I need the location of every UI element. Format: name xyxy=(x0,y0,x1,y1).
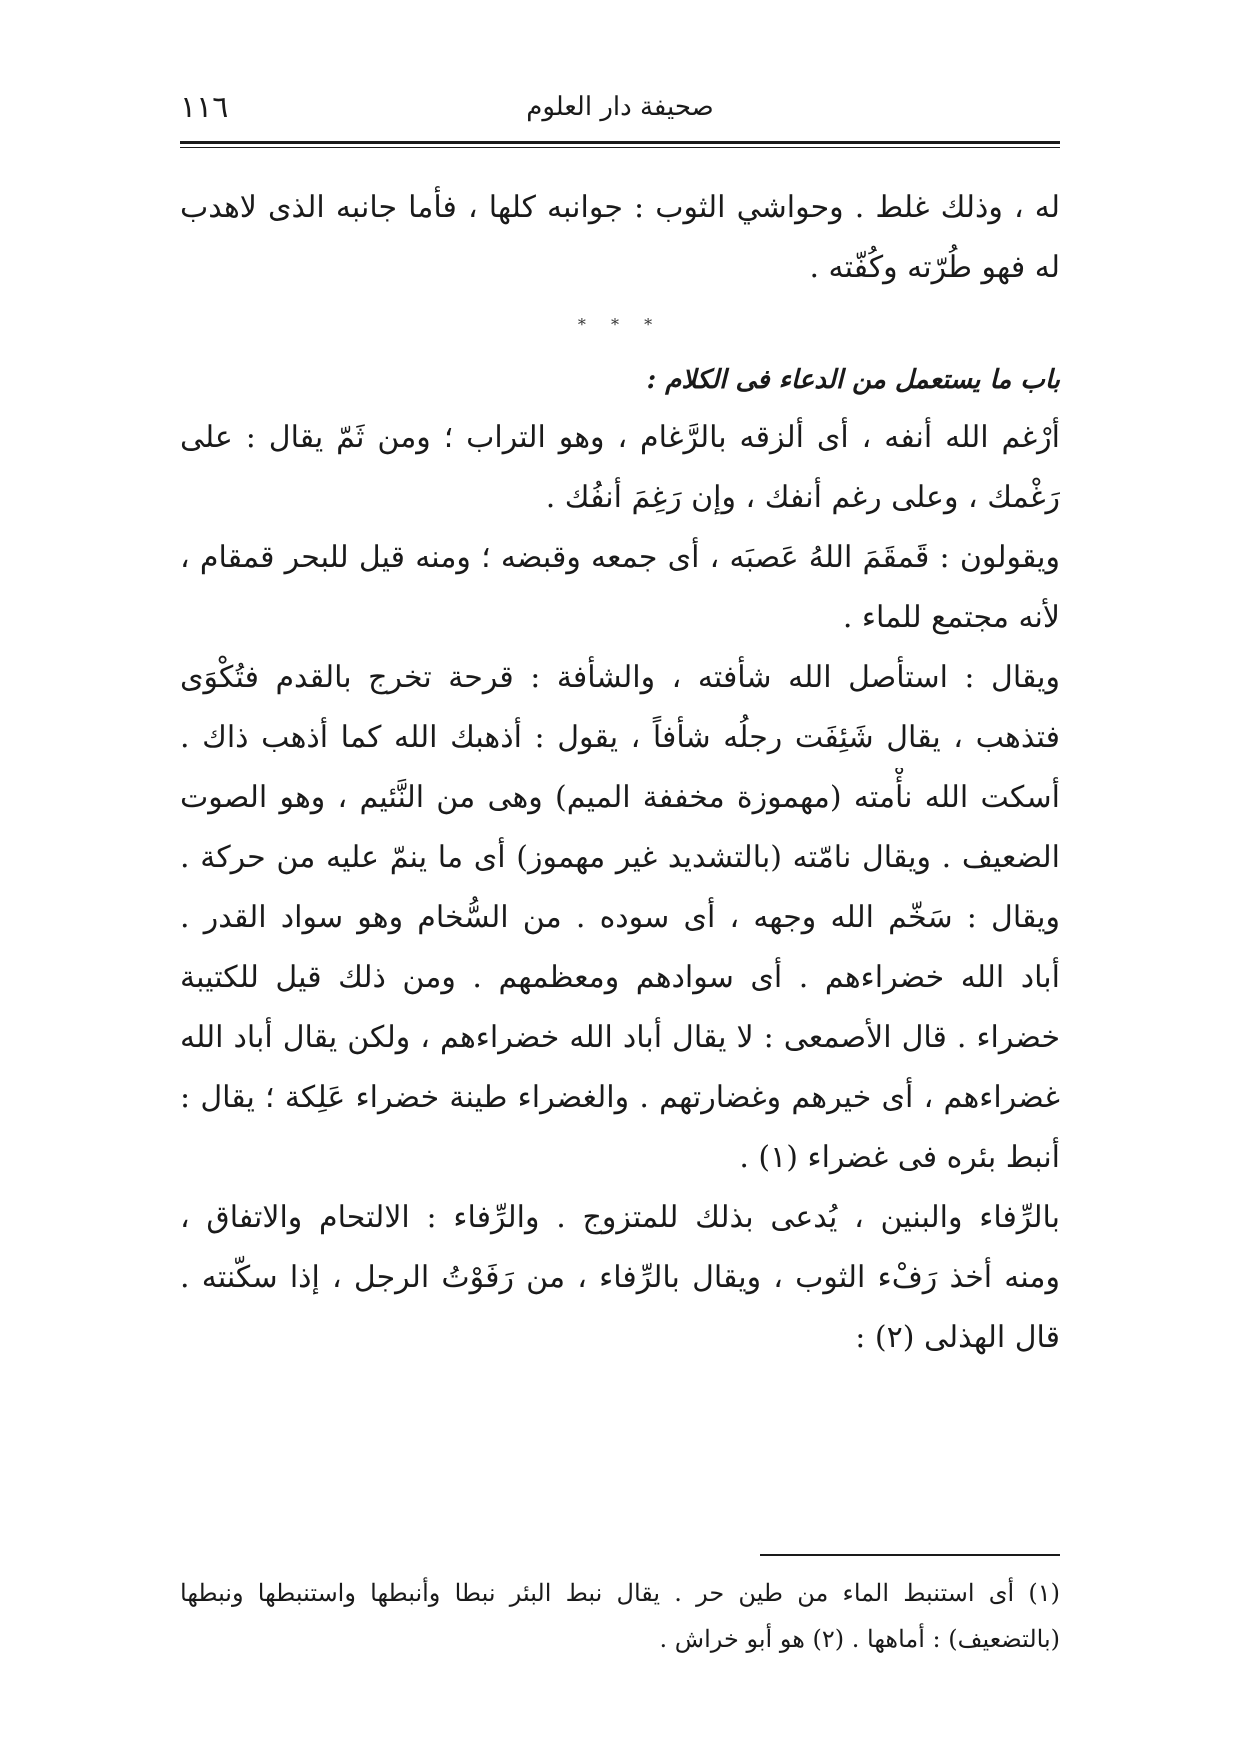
text-line: ويقولون : قَمقَمَ اللهُ عَصبَه ، أى جمعه وقبضه ؛ ومنه قيل للبحر قمقام ، xyxy=(180,540,1060,575)
page-header xyxy=(180,90,1060,130)
text-line: له ، وذلك غلط . وحواشي الثوب : جوانبه كلها ، فأما جانبه الذى لاهدب xyxy=(180,190,1060,225)
text-line: ومنه أخذ رَفْء الثوب ، ويقال بالرِّفاء ، من رَفَوْتُ الرجل ، إذا سكّنته . xyxy=(180,1260,1060,1295)
text-line: ويقال : سَخّم الله وجهه ، أى سوده . من السُّخام وهو سواد القدر . xyxy=(180,900,1060,935)
text-line: قال الهذلى (٢) : xyxy=(855,1320,1060,1355)
section-ornament: * * * xyxy=(577,315,663,334)
text-line: أسكت الله نأْمته (مهموزة مخففة الميم) وهى من النَّئيم ، وهو الصوت xyxy=(180,780,1060,815)
footnote-rule xyxy=(760,1554,1060,1556)
journal-title: صحيفة دار العلوم xyxy=(526,92,714,122)
footnote-line: (١) أى استنبط الماء من طين حر . يقال نبط البئر نبطا وأنبطها واستنبطها ونبطها xyxy=(180,1579,1060,1607)
text-line: رَغْمك ، وعلى رغم أنفك ، وإن رَغِمَ أنفُك . xyxy=(545,480,1060,515)
section-heading: باب ما يستعمل من الدعاء فى الكلام : xyxy=(646,365,1060,395)
footnotes xyxy=(180,1570,1060,1662)
text-line: فتذهب ، يقال شَئِفَت رجلُه شأفاً ، يقول : أذهبك الله كما أذهب ذاك . xyxy=(180,720,1060,755)
header-rule xyxy=(180,141,1060,144)
text-line: بالرِّفاء والبنين ، يُدعى بذلك للمتزوج . والرِّفاء : الالتحام والاتفاق ، xyxy=(180,1200,1060,1235)
footnote-line: (بالتضعيف) : أماهها . (٢) هو أبو خراش . xyxy=(659,1625,1060,1653)
page-number: ١١٦ xyxy=(180,90,229,125)
text-line: الضعيف . ويقال نامّته (بالتشديد غير مهموز) أى ما ينمّ عليه من حركة . xyxy=(180,840,1060,875)
body-text xyxy=(180,178,1060,1368)
text-line: خضراء . قال الأصمعى : لا يقال أباد الله خضراءهم ، ولكن يقال أباد الله xyxy=(180,1020,1060,1055)
text-line: له فهو طُرّته وكُفّته . xyxy=(809,250,1060,285)
header-rule-thin xyxy=(180,147,1060,148)
text-line: ويقال : استأصل الله شأفته ، والشأفة : قرحة تخرج بالقدم فتُكْوَى xyxy=(180,660,1060,695)
text-line: أنبط بئره فى غضراء (١) . xyxy=(739,1140,1060,1175)
text-line: غضراءهم ، أى خيرهم وغضارتهم . والغضراء طينة خضراء عَلِكة ؛ يقال : xyxy=(180,1080,1060,1115)
text-line: أباد الله خضراءهم . أى سوادهم ومعظمهم . ومن ذلك قيل للكتيبة xyxy=(180,960,1060,995)
text-line: أرْغم الله أنفه ، أى ألزقه بالرَّغام ، وهو التراب ؛ ومن ثَمّ يقال : على xyxy=(180,420,1060,455)
text-line: لأنه مجتمع للماء . xyxy=(842,600,1060,635)
